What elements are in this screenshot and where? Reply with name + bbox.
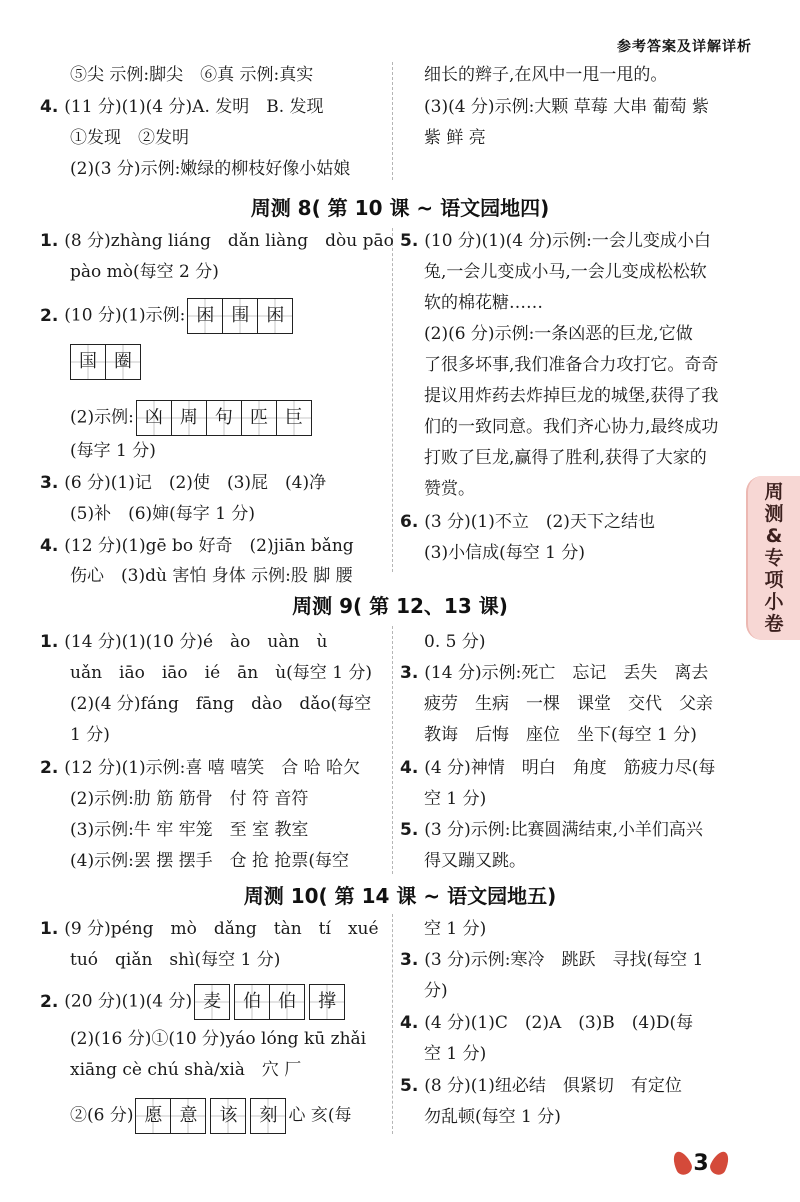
- answer-text: (9 分)péng mò dǎng tàn tí xué: [64, 919, 379, 939]
- char-cell: 麦: [195, 985, 229, 1019]
- answer-line: 打败了巨龙,赢得了胜利,获得了大家的: [424, 448, 707, 468]
- answer-line: 赞赏。: [424, 479, 475, 499]
- answer-line: 教诲 后悔 座位 坐下(每空 1 分): [424, 725, 697, 745]
- answer-line: [40, 230, 394, 252]
- header-title: 参考答案及详解详析: [617, 39, 752, 55]
- answer-line: [70, 1098, 352, 1134]
- answer-line: (4)示例:罢 摆 摆手 仓 抢 抢票(每空: [70, 851, 350, 871]
- answer-line: ⑤尖 示例:脚尖 ⑥真 示例:真实: [70, 65, 314, 85]
- answer-text: (14 分)(1)(10 分)é ào uàn ù: [64, 632, 328, 652]
- question-number: 2.: [40, 991, 59, 1012]
- char-cell: 周: [172, 401, 207, 435]
- char-grid: [234, 984, 305, 1020]
- answer-line: (2)示例:肋 筋 筋骨 付 符 音符: [70, 789, 309, 809]
- column-divider: [392, 62, 393, 180]
- answer-line: uǎn iāo iāo ié ān ù(每空 1 分): [70, 663, 373, 683]
- char-cell: 意: [171, 1099, 205, 1133]
- answer-line: (3)示例:牛 牢 牢笼 至 室 教室: [70, 820, 309, 840]
- answer-line: (2)(4 分)fáng fāng dào dǎo(每空: [70, 694, 372, 714]
- answer-line: [400, 662, 708, 684]
- answer-line: (每字 1 分): [70, 441, 156, 461]
- answer-line: [40, 984, 347, 1020]
- char-cell: 伯: [235, 985, 270, 1019]
- char-grid: [309, 984, 345, 1020]
- char-grid: [210, 1098, 246, 1134]
- answer-line: 空 1 分): [424, 919, 487, 939]
- question-number: 4.: [400, 758, 419, 778]
- answer-line: (2)(3 分)示例:嫩绿的柳枝好像小姑娘: [70, 159, 351, 179]
- column-divider: [392, 626, 393, 874]
- column-divider: [392, 914, 393, 1134]
- answer-line: [40, 472, 326, 494]
- answer-text: (10 分)(1)(4 分)示例:一会儿变成小白: [424, 231, 711, 251]
- char-cell: 凶: [137, 401, 172, 435]
- char-cell: 愿: [136, 1099, 171, 1133]
- answer-line: 分): [424, 981, 448, 1001]
- wing-left-icon: [670, 1149, 695, 1178]
- answer-line: 1 分): [70, 725, 110, 745]
- answer-line: (3)小信成(每空 1 分): [424, 543, 585, 563]
- char-cell: 圈: [106, 345, 140, 379]
- char-cell: 句: [207, 401, 242, 435]
- answer-text: (4 分)(1)C (2)A (3)B (4)D(每: [424, 1013, 694, 1033]
- answer-line: [40, 298, 295, 334]
- answer-text: (3 分)(1)不立 (2)天下之结也: [424, 512, 655, 532]
- answer-line: 们的一致同意。我们齐心协力,最终成功: [424, 417, 719, 437]
- char-grid: [136, 400, 312, 436]
- answer-line: 提议用炸药去炸掉巨龙的城堡,获得了我: [424, 386, 719, 406]
- section-title: 周测 8( 第 10 课 ~ 语文园地四): [250, 196, 550, 220]
- question-number: 5.: [400, 231, 419, 251]
- answer-line: [400, 1075, 682, 1097]
- answer-line: 0. 5 分): [424, 632, 486, 652]
- side-tab-char: 卷: [764, 613, 784, 635]
- char-cell: 国: [71, 345, 106, 379]
- side-tab-char: 测: [764, 503, 784, 525]
- answer-line: 空 1 分): [424, 1044, 487, 1064]
- side-tab-char: &: [765, 525, 783, 547]
- answer-line: (5)补 (6)婶(每字 1 分): [70, 504, 256, 524]
- wing-right-icon: [707, 1149, 732, 1178]
- answer-text: (20 分)(1)(4 分): [64, 991, 193, 1012]
- question-number: 5.: [400, 1076, 419, 1096]
- question-number: 3.: [40, 473, 59, 493]
- section-title: 周测 9( 第 12、13 课): [292, 594, 508, 618]
- answer-line: (3)(4 分)示例:大颗 草莓 大串 葡萄 紫: [424, 97, 709, 117]
- answer-text: (10 分)(1)示例:: [64, 305, 186, 326]
- answer-line: pào mò(每空 2 分): [70, 262, 219, 282]
- page-number: 3: [693, 1150, 709, 1176]
- answer-line: 空 1 分): [424, 789, 487, 809]
- char-grid: [250, 1098, 286, 1134]
- answer-line: 伤心 (3)dù 害怕 身体 示例:股 脚 腰: [70, 566, 353, 586]
- question-number: 6.: [400, 512, 419, 532]
- answer-line: [400, 1012, 693, 1034]
- answer-line: [400, 511, 655, 533]
- answer-line: 勿乱顿(每空 1 分): [424, 1107, 561, 1127]
- answer-text: (12 分)(1)gē bo 好奇 (2)jiān bǎng: [64, 536, 354, 556]
- question-number: 4.: [400, 1013, 419, 1033]
- question-number: 4.: [40, 536, 59, 556]
- question-number: 1.: [40, 632, 59, 652]
- answer-text: ②(6 分): [70, 1105, 134, 1126]
- side-tab-char: 项: [764, 569, 784, 591]
- side-tab-char: 小: [764, 591, 784, 613]
- char-cell: 匹: [242, 401, 277, 435]
- answer-line: (2)(16 分)①(10 分)yáo lóng kū zhǎi: [70, 1029, 367, 1049]
- side-tab-char: 专: [764, 547, 784, 569]
- answer-text: (11 分)(1)(4 分)A. 发明 B. 发现: [64, 97, 324, 117]
- char-cell: 刻: [251, 1099, 285, 1133]
- answer-text: (14 分)示例:死亡 忘记 丢失 离去: [424, 663, 709, 683]
- question-number: 5.: [400, 820, 419, 840]
- answer-line: [40, 535, 354, 557]
- answer-line: 了很多坏事,我们准备合力攻打它。奇奇: [424, 355, 719, 375]
- answer-text: (8 分)(1)纽必结 俱紧切 有定位: [424, 1076, 682, 1096]
- side-tab-char: 周: [764, 481, 784, 503]
- answer-line: 细长的辫子,在风中一甩一甩的。: [424, 65, 668, 85]
- char-cell: 困: [188, 299, 223, 333]
- question-number: 2.: [40, 758, 59, 778]
- answer-text: (3 分)示例:寒冷 跳跃 寻找(每空 1: [424, 950, 704, 970]
- answer-text: (3 分)示例:比赛圆满结束,小羊们高兴: [424, 820, 703, 840]
- answer-text: (4 分)神情 明白 角度 筋疲力尽(每: [424, 758, 716, 778]
- char-cell: 巨: [277, 401, 311, 435]
- answer-line: tuó qiǎn shì(每空 1 分): [70, 950, 281, 970]
- char-grid: [194, 984, 230, 1020]
- question-number: 3.: [400, 950, 419, 970]
- answer-line: [400, 819, 703, 841]
- char-cell: 伯: [270, 985, 304, 1019]
- answer-line: [400, 757, 715, 779]
- answer-line: [70, 400, 314, 436]
- answer-line: [68, 344, 143, 380]
- char-grid: [187, 298, 293, 334]
- question-number: 1.: [40, 231, 59, 251]
- answer-line: 疲劳 生病 一棵 课堂 交代 父亲: [424, 694, 713, 714]
- answer-line: [40, 96, 324, 118]
- answer-line: [400, 230, 711, 252]
- answer-line: [40, 631, 327, 653]
- answer-text: (8 分)zhàng liáng dǎn liàng dòu pāo: [64, 231, 394, 251]
- section-title: 周测 10( 第 14 课 ~ 语文园地五): [243, 884, 557, 908]
- column-divider: [392, 228, 393, 572]
- page-number-badge: [672, 1146, 730, 1180]
- answer-line: [400, 949, 703, 971]
- answer-line: 得又蹦又跳。: [424, 851, 526, 871]
- char-grid: [70, 344, 141, 380]
- question-number: 3.: [400, 663, 419, 683]
- char-cell: 围: [223, 299, 258, 333]
- answer-text: (12 分)(1)示例:喜 嘻 嘻笑 合 哈 哈欠: [64, 758, 361, 778]
- answer-line: ①发现 ②发明: [70, 128, 189, 148]
- answer-text: 心 亥(每: [288, 1105, 352, 1126]
- answer-line: [40, 918, 379, 940]
- char-cell: 困: [258, 299, 292, 333]
- answer-line: (2)(6 分)示例:一条凶恶的巨龙,它做: [424, 324, 693, 344]
- char-grid: [135, 1098, 206, 1134]
- answer-line: xiāng cè chú shà/xià 穴 厂: [70, 1060, 302, 1080]
- answer-text: (6 分)(1)记 (2)使 (3)屁 (4)净: [64, 473, 327, 493]
- char-cell: 该: [211, 1099, 245, 1133]
- question-number: 2.: [40, 305, 59, 326]
- answer-line: [40, 757, 360, 779]
- answer-text: (2)示例:: [70, 407, 134, 428]
- char-cell: 撑: [310, 985, 344, 1019]
- answer-line: 紫 鲜 亮: [424, 128, 486, 148]
- question-number: 1.: [40, 919, 59, 939]
- answer-line: 软的棉花糖……: [424, 293, 543, 313]
- question-number: 4.: [40, 97, 59, 117]
- answer-line: 兔,一会儿变成小马,一会儿变成松松软: [424, 262, 707, 282]
